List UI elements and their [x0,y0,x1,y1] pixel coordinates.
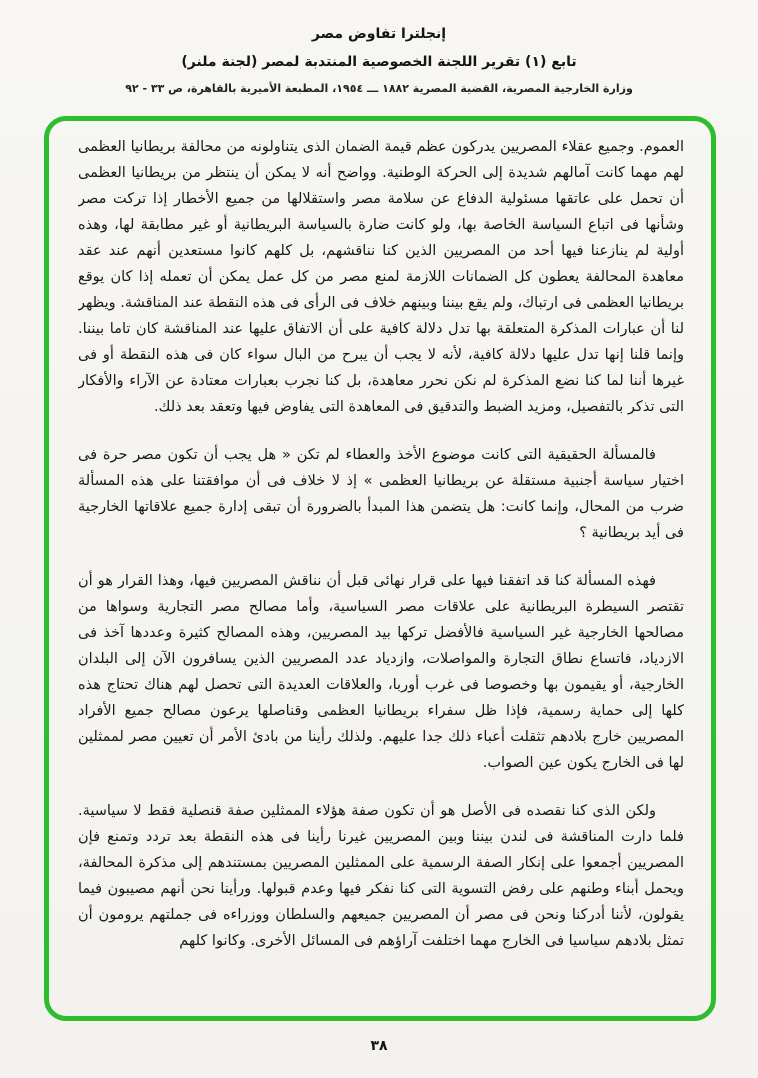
body-paragraph: فالمسألة الحقيقية التى كانت موضوع الأخذ والعطاء لم تكن « هل يجب أن تكون مصر حرة فى اختيار سياسة أجنبية مستقلة عن بريطانيا العظمى » إذ لا خلاف فى أن موافقتنا على هذه المسألة ضرب من المحال، وإنما كانت: هل يتضمن هذا المبدأ بالضرورة أن تبقى إدارة جميع علاقاتها الخارجية فى أيد بريطانية ؟ [78,447,684,541]
page-footer [0,1035,758,1054]
document-subtitle: تابع (١) تقرير اللجنة الخصوصية المنتدبة لمصر (لجنة ملنر) [181,54,577,70]
page-number: ٣٨ [370,1038,388,1054]
document-title: إنجلترا تفاوض مصر [311,26,447,42]
document-source-citation: وزارة الخارجية المصرية، القضية المصرية ١٨٨٢ ـــ ١٩٥٤، المطبعة الأميرية بالقاهرة، ص ٣٣ - ٩٢ [125,82,633,95]
body-paragraph: ولكن الذى كنا نقصده فى الأصل هو أن تكون صفة هؤلاء الممثلين صفة قنصلية فقط لا سياسية. فلما دارت المناقشة فى لندن بيننا وبين المصريين غيرنا رأينا فى هذه النقطة بعد تردد وتمنع فإن المصريين أجمعوا على إنكار الصفة الرسمية على الممثلين المصريين بمستندهم إلى مذكرة المحالفة، ويحمل أبناء وطنهم على رفض التسوية التى كنا نفكر فيها وعدم قبولها. ورأينا نحن أنهم مصيبون فيما يقولون، لأننا أدركنا ونحن فى مصر أن المصريين جميعهم والسلطان ووزراءه فى جملتهم يرومون أن تمثل بلادهم سياسيا فى الخارج مهما اختلفت آراؤهم فى المسائل الأخرى. وكانوا كلهم [78,803,684,949]
page-header [0,26,758,95]
document-body [78,134,684,1002]
body-paragraph: العموم. وجميع عقلاء المصريين يدركون عظم قيمة الضمان الذى يتناولونه من محالفة بريطانيا العظمى لهم مهما كانت آمالهم شديدة إلى الحركة الوطنية. وواضح أنه لا يمكن أن ينتظر من بريطانيا العظمى أن تحمل على عاتقها مسئولية الدفاع عن سلامة مصر واستقلالها من جميع الأخطار إذا تركت مصر وشأنها فى اتباع السياسة الخاصة بها، ولو كانت ضارة بالسياسة البريطانية أو غير مطابقة لها، وهذه أولية لم ينازعنا فيها أحد من المصريين الذين كنا نناقشهم، بل كلهم كانوا مستعدين أنهم عند عقد معاهدة المحالفة يعطون كل الضمانات اللازمة لمنع مصر من كل عمل يمكن أن تعمله إذا كان يوقع بريطانيا العظمى فى ارتباك، ولم يقع بيننا وبينهم خلاف فى الرأى فى هذه النقطة عند المناقشة. ويظهر لنا أن عبارات المذكرة المتعلقة بها تدل دلالة كافية على أن الاتفاق عليها عند المناقشة كان تاما بيننا. وإنما قلنا إنها تدل عليها دلالة كافية، لأنه لا يجب أن يبرح من البال سواء كان فى هذه النقطة أو فى غيرها أننا لما كنا نضع المذكرة لم نكن نحرر معاهدة، بل كنا نجرب بعبارات معتادة عن الآراء والأفكار التى تذكر بالتفصيل، ومزيد الضبط والتدقيق فى المعاهدة التى يفاوض فيها وتعقد بعد ذلك. [78,139,684,415]
body-paragraph: فهذه المسألة كنا قد اتفقنا فيها على قرار نهائى قبل أن نناقش المصريين فيها، وهذا القرار هو أن تقتصر السيطرة البريطانية على علاقات مصر السياسية، وأما مصالح مصر التجارية وسواها من مصالحها الخارجية غير السياسية فالأفضل تركها بيد المصريين، وهذه المصالح كثيرة وعددها آخذ فى الازدياد، فاتساع نطاق التجارة والمواصلات، وازدياد عدد المصريين الذين يسافرون الآن إلى البلدان الخارجية، أو يقيمون بها وخصوصا فى غرب أوربا، والعلاقات العديدة التى تحصل لهم هناك تحتاج هذه كلها إلى حماية رسمية، فإذا ظل سفراء بريطانيا العظمى وقناصلها يرعون مصالح جميع الأفراد المصريين خارج بلادهم تثقلت أعباء ذلك جدا عليهم. ولذلك رأينا من بادئ الأمر أن تعيين مصر لممثلين لها فى الخارج يكون عين الصواب. [78,573,684,771]
